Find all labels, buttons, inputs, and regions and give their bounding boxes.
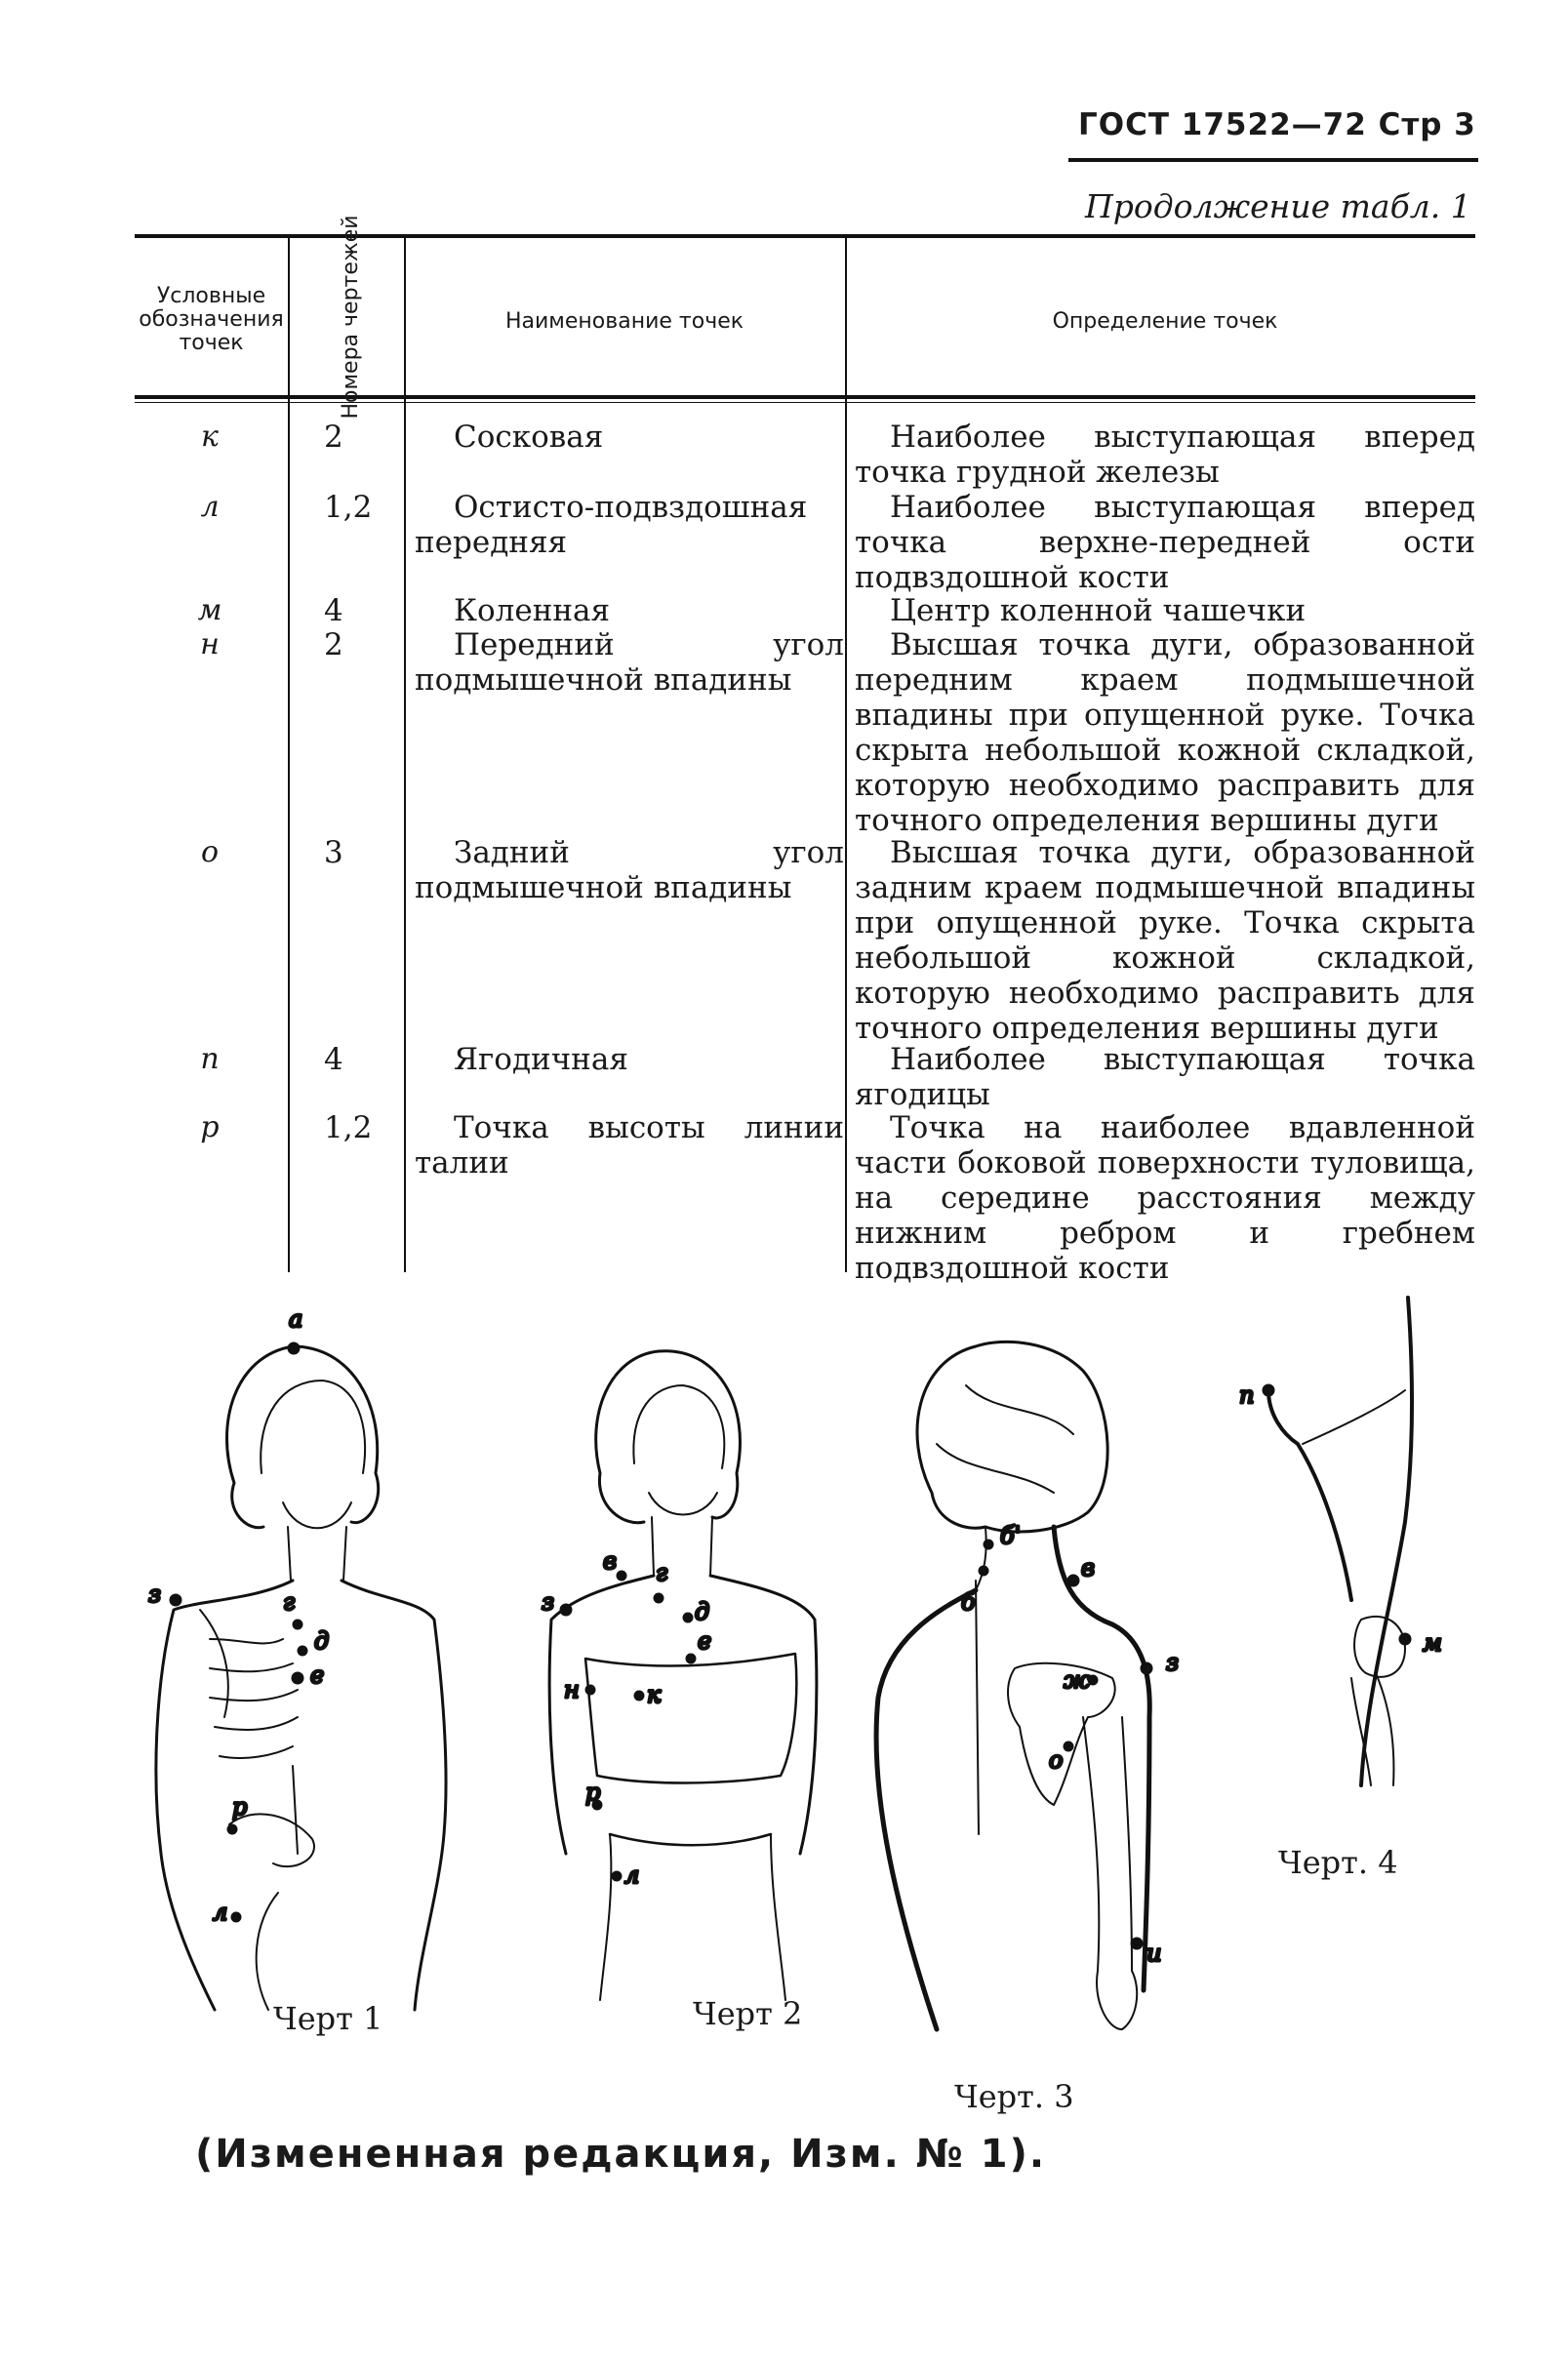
row-symbol: н	[200, 627, 220, 661]
column-divider-3	[845, 238, 847, 1272]
fig3-label-v: в	[1081, 1554, 1095, 1581]
table-top-rule	[135, 234, 1475, 238]
fig3-label-i: и	[1146, 1940, 1162, 1967]
column-divider-1	[288, 238, 290, 1272]
row-definition: Наиболее выступающая точка ягодицы	[855, 1042, 1475, 1112]
fig2-label-l: л	[624, 1862, 640, 1889]
fig3-label-b: б	[961, 1588, 976, 1616]
row-definition: Наиболее выступающая вперед точка грудной железы	[855, 420, 1475, 490]
fig2-label-z: з	[542, 1588, 555, 1616]
row-numbers: 1,2	[324, 490, 373, 525]
row-name: Коленная	[454, 593, 611, 628]
fig2-label-v: в	[603, 1547, 617, 1575]
anthropometric-figures	[0, 1288, 1568, 2215]
row-definition: Высшая точка дуги, образованной передним краем подмышечной впадины при опущенной руке. Точка скрыта небольшой кожной складкой, которую необходимо расправить для точного определения вершины дуги	[855, 627, 1475, 838]
table-header-rule-2	[135, 402, 1475, 403]
header-rule	[1068, 158, 1478, 162]
figure-2-front	[542, 1351, 817, 2000]
figure-1-caption: Черт 1	[273, 2000, 383, 2037]
row-name: Ягодичная	[454, 1042, 628, 1077]
row-numbers: 4	[324, 593, 343, 628]
fig1-label-r: р	[232, 1793, 248, 1821]
table-continuation-label: Продолжение табл. 1	[1085, 187, 1471, 225]
row-definition: Высшая точка дуги, образованной задним краем подмышечной впадины при опущенной руке. Точка скрыта небольшой кожной складкой, которую необходимо расправить для точного определения вершины дуги	[855, 835, 1475, 1046]
row-numbers: 2	[324, 627, 343, 662]
row-symbol: о	[200, 835, 220, 869]
fig1-label-e: е	[310, 1661, 325, 1689]
table-header-rule	[135, 395, 1475, 399]
fig1-label-g: г	[283, 1588, 296, 1616]
row-name: Задний угол подмышечной впадины	[415, 835, 844, 905]
row-symbol: п	[200, 1042, 220, 1076]
fig2-label-d: д	[695, 1598, 710, 1625]
row-numbers: 2	[324, 420, 343, 455]
fig3-label-zh: ж	[1064, 1666, 1091, 1694]
row-symbol: к	[201, 420, 219, 454]
fig2-label-g: г	[656, 1559, 668, 1586]
fig2-label-r: р	[585, 1779, 601, 1806]
amendment-note: (Измененная редакция, Изм. № 1).	[195, 2132, 1047, 2177]
row-numbers: 3	[324, 835, 343, 870]
row-symbol: м	[197, 593, 222, 627]
column-header-name: Наименование точек	[504, 309, 744, 334]
figure-1-front-skeleton	[148, 1305, 446, 2010]
row-name: Остисто-подвздошная передняя	[415, 490, 808, 560]
fig1-label-z: з	[148, 1581, 162, 1608]
figure-3-caption: Черт. 3	[954, 2078, 1074, 2115]
column-header-symbol: Условные обозначения точек	[139, 284, 284, 355]
row-symbol: р	[200, 1110, 220, 1144]
fig3-label-b-prime: б'	[1000, 1522, 1022, 1549]
row-name: Передний угол подмышечной впадины	[415, 627, 844, 698]
fig2-label-e: е	[698, 1627, 712, 1655]
row-definition: Точка на наиболее вдавленной части боковой поверхности туловища, на середине расстояния между нижним ребром и гребнем подвздошной кости	[855, 1110, 1475, 1286]
row-numbers: 4	[324, 1042, 343, 1077]
fig4-label-p: п	[1239, 1381, 1255, 1409]
column-header-definition: Определение точек	[1052, 309, 1278, 334]
fig2-label-k: к	[647, 1681, 662, 1708]
row-name: Точка высоты линии талии	[415, 1110, 844, 1181]
page-header: ГОСТ 17522—72 Стр 3	[1078, 107, 1476, 142]
row-definition: Наиболее выступающая вперед точка верхне-передней ости подвздошной кости	[855, 490, 1475, 595]
figure-4-caption: Черт. 4	[1278, 1844, 1398, 1881]
figure-4-side	[1239, 1298, 1442, 1785]
fig1-label-l: л	[213, 1899, 228, 1926]
fig3-label-o: о	[1049, 1746, 1064, 1774]
fig1-label-a: а	[289, 1305, 303, 1333]
column-header-numbers: Номера чертежей	[339, 215, 363, 420]
fig3-label-z: з	[1166, 1649, 1180, 1676]
row-name: Сосковая	[454, 420, 604, 455]
fig2-label-n: н	[564, 1676, 580, 1703]
fig1-label-d: д	[314, 1627, 330, 1655]
row-definition: Центр коленной чашечки	[890, 593, 1307, 628]
row-symbol: л	[200, 490, 220, 524]
figure-2-caption: Черт 2	[693, 1995, 803, 2032]
figure-3-back	[876, 1341, 1179, 2029]
row-numbers: 1,2	[324, 1110, 373, 1145]
fig4-label-m: м	[1423, 1629, 1442, 1657]
